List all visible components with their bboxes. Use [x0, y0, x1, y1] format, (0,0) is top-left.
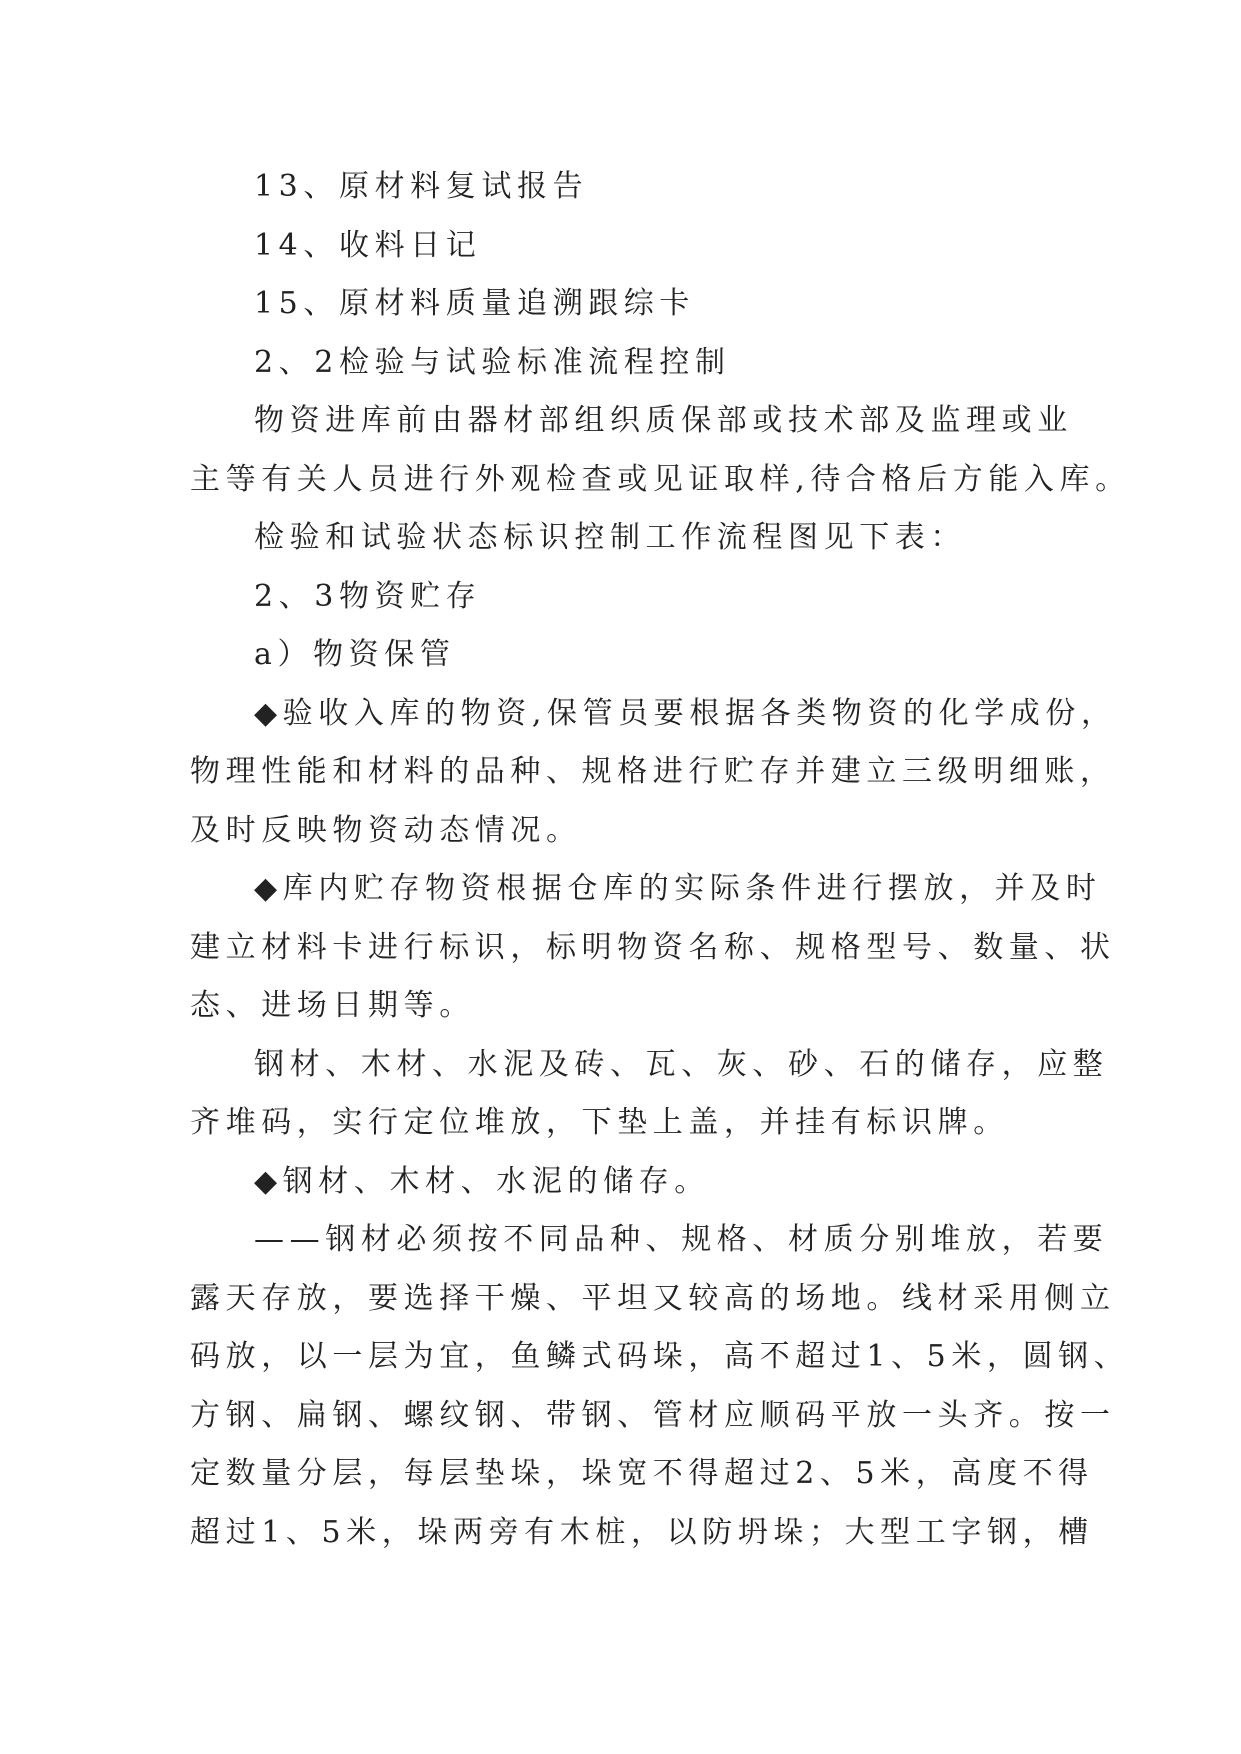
- paragraph-line: 检验和试验状态标识控制工作流程图见下表：: [254, 520, 966, 555]
- paragraph-line: ◆库内贮存物资根据仓库的实际条件进行摆放，并及时: [254, 871, 1102, 906]
- section-heading: 2、2检验与试验标准流程控制: [254, 344, 731, 380]
- paragraph-line: 物资进库前由器材部组织质保部或技术部及监理或业: [254, 403, 1073, 438]
- text-line: 14、收料日记: [254, 227, 482, 263]
- paragraph-line: ◆验收入库的物资,保管员要根据各类物资的化学成份，: [254, 695, 1117, 731]
- section-heading: 2、3物资贮存: [254, 578, 482, 614]
- paragraph-line: 码放，以一层为宜，鱼鳞式码垛，高不超过1、5米，圆钢、: [190, 1339, 1130, 1374]
- text-line: 13、原材料复试报告: [254, 169, 589, 204]
- paragraph-line: 态、进场日期等。: [190, 988, 475, 1023]
- paragraph-line: 物理性能和材料的品种、规格进行贮存并建立三级明细账，: [190, 754, 1116, 789]
- paragraph-line: 及时反映物资动态情况。: [190, 812, 582, 848]
- paragraph-line: 定数量分层，每层垫垛，垛宽不得超过2、5米，高度不得: [190, 1456, 1094, 1491]
- paragraph-line: 超过1、5米，垛两旁有木桩，以防坍垛；大型工字钢，槽: [190, 1514, 1094, 1550]
- paragraph-line: 建立材料卡进行标识，标明物资名称、规格型号、数量、状: [190, 929, 1116, 965]
- document-body: [190, 158, 1131, 1562]
- subsection-heading: a）物资保管: [254, 637, 456, 672]
- paragraph-line: ◆钢材、木材、水泥的储存。: [254, 1163, 710, 1199]
- text-line: 15、原材料质量追溯跟综卡: [254, 286, 695, 321]
- paragraph-line: 方钢、扁钢、螺纹钢、带钢、管材应顺码平放一头齐。按一: [190, 1397, 1116, 1433]
- paragraph-line: 露天存放，要选择干燥、平坦又较高的场地。线材采用侧立: [190, 1280, 1116, 1316]
- paragraph-line: 主等有关人员进行外观检查或见证取样,待合格后方能入库。: [190, 461, 1131, 497]
- paragraph-line: 齐堆码，实行定位堆放，下垫上盖，并挂有标识牌。: [190, 1105, 1009, 1140]
- paragraph-line: 钢材、木材、水泥及砖、瓦、灰、砂、石的储存，应整: [254, 1046, 1109, 1082]
- paragraph-line: ——钢材必须按不同品种、规格、材质分别堆放，若要: [254, 1222, 1109, 1257]
